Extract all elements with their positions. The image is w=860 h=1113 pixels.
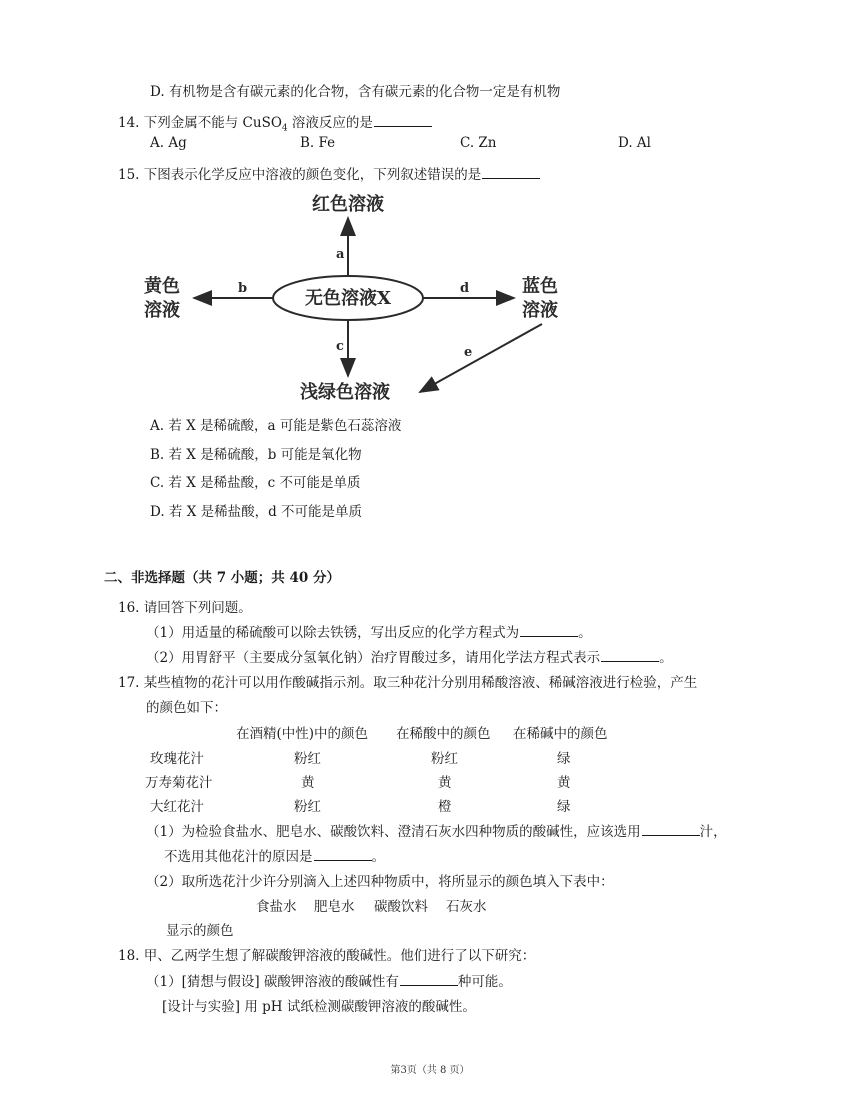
center-label: 无色溶液X	[305, 288, 391, 309]
table2-header-3: 碳酸饮料	[374, 899, 428, 915]
table2-header-1: 食盐水	[256, 899, 297, 915]
table1-row3-acid: 橙	[438, 799, 452, 815]
q15-option-c: C. 若 X 是稀盐酸，c 不可能是单质	[150, 475, 361, 491]
q14-stem-end: 溶液反应的是	[287, 115, 373, 131]
answer-blank	[374, 114, 432, 127]
q17-part1-end: 汁，	[699, 824, 727, 840]
q16-part2-end: 。	[659, 650, 673, 666]
q18-part1	[146, 970, 512, 990]
right-label-2: 溶液	[522, 300, 558, 321]
q18-part1-end: 种可能。	[457, 974, 512, 990]
table1-row1-acid: 粉红	[431, 751, 458, 767]
q15-option-a: A. 若 X 是稀硫酸，a 可能是紫色石蕊溶液	[150, 418, 402, 434]
q17-part2: （2）取所选花汁少许分别滴入上述四种物质中，将所显示的颜色填入下表中：	[146, 874, 614, 890]
edge-label-d: d	[460, 281, 470, 296]
q14-option-a: A. Ag	[150, 135, 187, 151]
answer-blank	[642, 823, 700, 836]
table1-header-3: 在稀碱中的颜色	[513, 726, 608, 742]
edge-label-c: c	[336, 339, 344, 354]
bottom-label: 浅绿色溶液	[300, 382, 390, 403]
table2-header-4: 石灰水	[446, 899, 487, 915]
q18-stem: 18. 甲、乙两学生想了解碳酸钾溶液的酸碱性。他们进行了以下研究：	[118, 948, 536, 964]
q14-stem-text: 14. 下列金属不能与 CuSO	[118, 115, 282, 131]
q14-option-b: B. Fe	[300, 135, 336, 151]
edge-label-a: a	[336, 247, 345, 262]
color-change-diagram	[130, 186, 580, 408]
table2-header-2: 肥皂水	[314, 899, 355, 915]
answer-blank	[601, 649, 659, 662]
edge-label-e: e	[464, 345, 473, 360]
table1-row2-name: 万寿菊花汁	[145, 775, 213, 791]
left-label-2: 溶液	[144, 300, 180, 321]
table2-row-label: 显示的颜色	[166, 923, 234, 939]
q17-part1-reason-end: 。	[371, 849, 385, 865]
q15-option-b: B. 若 X 是稀硫酸，b 可能是氧化物	[150, 447, 362, 463]
q14-option-c: C. Zn	[460, 135, 497, 151]
table1-row3-name: 大红花汁	[150, 799, 204, 815]
q16-part1-end: 。	[578, 625, 592, 641]
q18-part1-text: （1）[猜想与假设] 碳酸钾溶液的酸碱性有	[146, 974, 399, 990]
table1-row2-base: 黄	[557, 775, 571, 791]
edge-label-b: b	[238, 281, 248, 296]
arrow-e	[420, 324, 542, 392]
table1-row1-base: 绿	[557, 751, 571, 767]
table1-row3-neutral: 粉红	[294, 799, 321, 815]
q15-stem	[118, 163, 540, 183]
table1-row1-neutral: 粉红	[294, 751, 321, 767]
q14-stem	[118, 111, 432, 134]
q16-part2	[146, 646, 673, 666]
table1-row1-name: 玫瑰花汁	[150, 751, 204, 767]
q15-stem-text: 15. 下图表示化学反应中溶液的颜色变化，下列叙述错误的是	[118, 167, 482, 183]
top-label: 红色溶液	[312, 194, 384, 215]
page-footer: 第3页（共 8 页）	[390, 1065, 470, 1076]
table1-header-1: 在酒精(中性)中的颜色	[236, 726, 369, 742]
right-label-1: 蓝色	[522, 276, 558, 297]
table1-row2-neutral: 黄	[301, 775, 315, 791]
q17-part1-reason: 不选用其他花汁的原因是	[164, 849, 313, 865]
answer-blank	[482, 166, 540, 179]
q14-option-d: D. Al	[618, 135, 651, 151]
section-title: 二、非选择题（共 7 小题；共 40 分）	[104, 570, 340, 586]
q17-stem-line1: 17. 某些植物的花汁可以用作酸碱指示剂。取三种花汁分别用稀酸溶液、稀碱溶液进行检验，产生	[118, 675, 698, 691]
q17-part1-text: （1）为检验食盐水、肥皂水、碳酸饮料、澄清石灰水四种物质的酸碱性，应该选用	[146, 824, 641, 840]
table1-header-2: 在稀酸中的颜色	[396, 726, 491, 742]
q13-option-d: D. 有机物是含有碳元素的化合物，含有碳元素的化合物一定是有机物	[150, 84, 561, 100]
q18-part2: [设计与实验] 用 pH 试纸检测碳酸钾溶液的酸碱性。	[162, 999, 476, 1015]
table1-row3-base: 绿	[557, 799, 571, 815]
q17-part1-line1	[146, 820, 727, 840]
q14-subscript: 4	[281, 123, 288, 134]
q15-option-d: D. 若 X 是稀盐酸，d 不可能是单质	[150, 504, 363, 520]
q16-part2-text: （2）用胃舒平（主要成分氢氧化钠）治疗胃酸过多，请用化学法方程式表示	[146, 650, 601, 666]
answer-blank	[314, 848, 372, 861]
q16-stem: 16. 请回答下列问题。	[118, 600, 252, 616]
left-label-1: 黄色	[144, 276, 180, 297]
answer-blank	[400, 973, 458, 986]
q16-part1	[146, 621, 592, 641]
q17-stem-line2: 的颜色如下：	[146, 700, 227, 716]
answer-blank	[520, 624, 578, 637]
q17-part1-line2	[164, 845, 385, 865]
q16-part1-text: （1）用适量的稀硫酸可以除去铁锈，写出反应的化学方程式为	[146, 625, 520, 641]
table1-row2-acid: 黄	[438, 775, 452, 791]
